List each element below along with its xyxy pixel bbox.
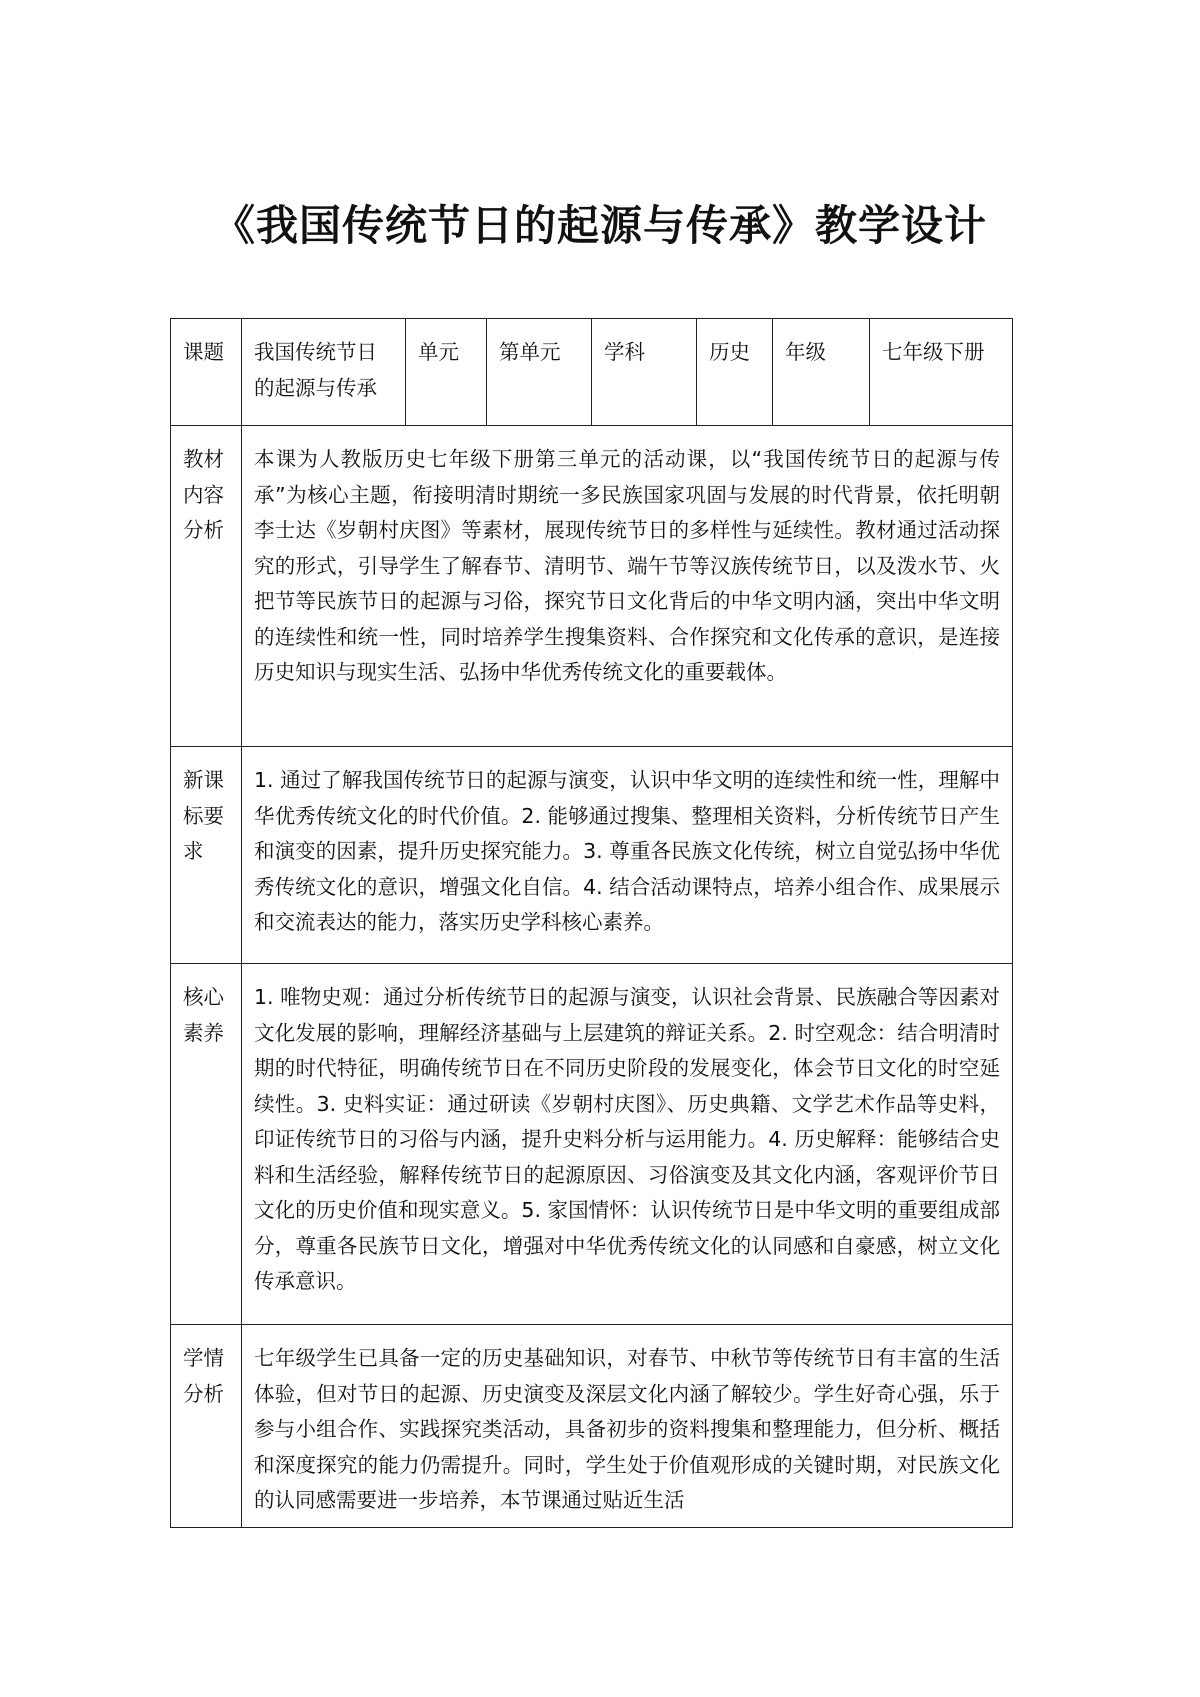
textbook-analysis-content: 本课为人教版历史七年级下册第三单元的活动课，以“我国传统节日的起源与传承”为核心主题，衔接明清时期统一多民族国家巩固与发展的时代背景，依托明朝李士达《岁朝村庆图》等素材，展现传统节日的多样性与延续性。教材通过活动探究的形式，引导学生了解春节、清明节、端午节等汉族传统节日，以及泼水节、火把节等民族节日的起源与习俗，探究节日文化背后的中华文明内涵，突出中华文明的连续性和统一性，同时培养学生搜集资料、合作探究和文化传承的意识，是连接历史知识与现实生活、弘扬中华优秀传统文化的重要载体。 bbox=[242, 426, 1013, 747]
topic-label: 课题 bbox=[171, 319, 242, 426]
student-analysis-label: 学情分析 bbox=[171, 1325, 242, 1528]
header-row bbox=[171, 319, 1013, 426]
grade-value: 七年级下册 bbox=[870, 319, 1013, 426]
subject-value: 历史 bbox=[697, 319, 773, 426]
core-literacy-row bbox=[171, 964, 1013, 1325]
subject-label: 学科 bbox=[592, 319, 697, 426]
curriculum-standard-content: 1. 通过了解我国传统节日的起源与演变，认识中华文明的连续性和统一性，理解中华优秀传统文化的时代价值。2. 能够通过搜集、整理相关资料，分析传统节日产生和演变的因素，提升历史探究能力。3. 尊重各民族文化传统，树立自觉弘扬中华优秀传统文化的意识，增强文化自信。4. 结合活动课特点，培养小组合作、成果展示和交流表达的能力，落实历史学科核心素养。 bbox=[242, 747, 1013, 964]
textbook-analysis-label: 教材内容分析 bbox=[171, 426, 242, 747]
core-literacy-content: 1. 唯物史观：通过分析传统节日的起源与演变，认识社会背景、民族融合等因素对文化发展的影响，理解经济基础与上层建筑的辩证关系。2. 时空观念：结合明清时期的时代特征，明确传统节日在不同历史阶段的发展变化，体会节日文化的时空延续性。3. 史料实证：通过研读《岁朝村庆图》、历史典籍、文学艺术作品等史料，印证传统节日的习俗与内涵，提升史料分析与运用能力。4. 历史解释：能够结合史料和生活经验，解释传统节日的起源原因、习俗演变及其文化内涵，客观评价节日文化的历史价值和现实意义。5. 家国情怀：认识传统节日是中华文明的重要组成部分，尊重各民族节日文化，增强对中华优秀传统文化的认同感和自豪感，树立文化传承意识。 bbox=[242, 964, 1013, 1325]
core-literacy-label: 核心素养 bbox=[171, 964, 242, 1325]
curriculum-standard-row bbox=[171, 747, 1013, 964]
topic-value: 我国传统节日的起源与传承 bbox=[242, 319, 406, 426]
lesson-design-table bbox=[170, 318, 1013, 1528]
student-analysis-row bbox=[171, 1325, 1013, 1528]
unit-value: 第单元 bbox=[487, 319, 592, 426]
curriculum-standard-label: 新课标要求 bbox=[171, 747, 242, 964]
student-analysis-content: 七年级学生已具备一定的历史基础知识，对春节、中秋节等传统节日有丰富的生活体验，但对节日的起源、历史演变及深层文化内涵了解较少。学生好奇心强，乐于参与小组合作、实践探究类活动，具备初步的资料搜集和整理能力，但分析、概括和深度探究的能力仍需提升。同时，学生处于价值观形成的关键时期，对民族文化的认同感需要进一步培养，本节课通过贴近生活 bbox=[242, 1325, 1013, 1528]
page-title: 《我国传统节日的起源与传承》教学设计 bbox=[212, 201, 987, 250]
grade-label: 年级 bbox=[773, 319, 870, 426]
unit-label: 单元 bbox=[406, 319, 487, 426]
textbook-analysis-row bbox=[171, 426, 1013, 747]
